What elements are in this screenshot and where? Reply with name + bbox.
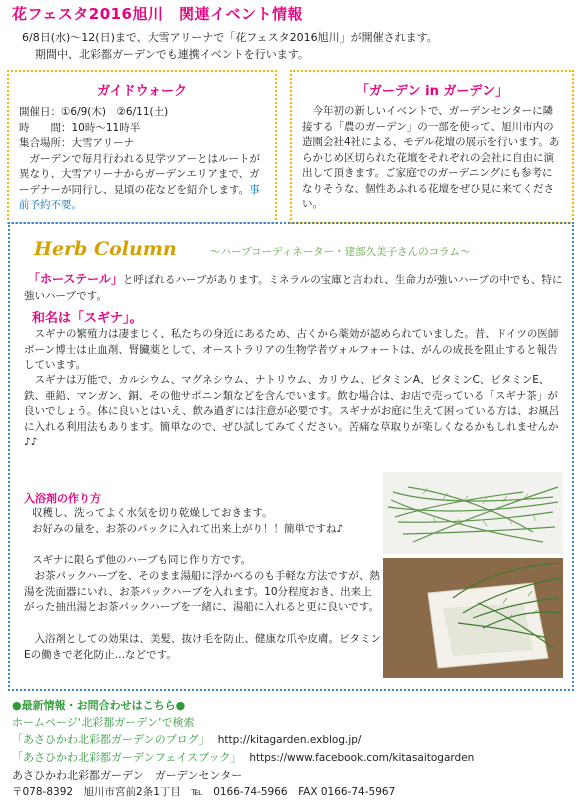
herb-column-logo: Herb Column: [34, 238, 177, 260]
guide-time: [19, 121, 265, 137]
time-label: 時 間: [19, 121, 61, 134]
footer-address: 〒078-8392 旭川市宮前2条1丁目 ℡ 0166-74-5966 FAX 0166-74-5967: [12, 786, 396, 798]
herb-lead: [24, 272, 564, 304]
herb-para-2: スギナは万能で、カルシウム、マグネシウム、ナトリウム、カリウム、ビタミンA、ビタミンC、ビタミンE、鉄、亜鉛、マンガン、銅、その他サポニン類などを含んでいます。飲む場合は、お店で売っている「スギナ茶」が良いでしょう。体に良いとはいえ、飲み過ぎには注意が必要です。スギナがお庭に生えて困っている方は、お風呂に入れる利用法もあります。簡単なので、ぜひ試してみてください。苦痛な草取りが楽しくなるかもしれませんか♪♪: [24, 374, 560, 448]
garden-in-garden-box: [290, 70, 574, 224]
tea-bag-image: [383, 558, 563, 678]
japanese-name: 和名は「スギナ」。: [32, 311, 143, 326]
guide-place: [19, 136, 265, 152]
place-value: ：大雪アリーナ: [61, 137, 135, 149]
bath-title: 入浴剤の作り方: [24, 492, 101, 505]
facebook-link[interactable]: https://www.facebook.com/kitasaitogarden: [249, 752, 475, 764]
place-label: 集合場所: [19, 137, 61, 149]
footer-blog: [12, 731, 474, 749]
bath-step-3: スギナに限らず他のハーブも同じ作り方です。: [32, 554, 252, 566]
herb-column-box: [8, 222, 574, 691]
guide-desc: [19, 152, 265, 214]
horsetail-name: 「ホーステール」: [28, 272, 123, 286]
guide-note: 事前予約不要。: [19, 183, 260, 211]
guide-walk-box: [7, 70, 277, 224]
horsetail-photo: [383, 472, 563, 554]
intro-line-2: 期間中、北彩都ガーデンでも連携イベントを行います。: [35, 48, 309, 61]
dates-value: ：①6/9(木) ②6/11(土): [50, 106, 169, 118]
garden-in-garden-title: 「ガーデン in ガーデン」: [355, 84, 509, 99]
guide-dates: [19, 105, 265, 121]
dates-label: 開催日: [19, 106, 51, 118]
herb-column-subtitle: ～ハーブコーディネーター・建部久美子さんのコラム～: [210, 246, 471, 258]
bath-step-1: 収穫し、洗ってよく水気を切り乾燥しておきます。: [32, 507, 273, 519]
time-value: ：10時～11時半: [61, 121, 141, 134]
footer-homepage[interactable]: ホームページ‘北彩都ガーデン’で検索: [12, 716, 195, 729]
footer-heading: ●最新情報・お問合わせはこちら●: [12, 699, 186, 712]
guide-desc-text: ガーデンで毎月行われる見学ツアーとはルートが異なり、大雪アリーナからガーデンエリアまで、ガーデナーが同行し、見頃の花などを紹介します。: [19, 152, 260, 196]
herb-lead-text: と呼ばれるハーブがあります。ミネラルの宝庫と言われ、生命力が強いハーブの中でも、特に強いハーブです。: [24, 274, 563, 302]
bath-step-4: お茶パックハーブを、そのまま湯船に浮かべるのも手軽な方法ですが、熱湯を洗面器にいれ、お茶パックハーブを入れます。10分程度おき、出来上がった抽出湯とお茶パックハーブを一緒に、湯船に入れると更に良いです。: [24, 570, 380, 613]
bath-step-2: お好みの量を、お茶のパックに入れて出来上がり！！簡単ですね♪: [32, 523, 344, 535]
facebook-label: 「あさひかわ北彩都ガーデンフェイスブック」: [12, 751, 242, 764]
blog-label: 「あさひかわ北彩都ガーデンのブログ」: [12, 733, 210, 746]
bath-effects: 入浴剤としての効果は、美髪、抜け毛を防止、健康な爪や皮膚。ビタミンEの働きで老化防止…などです。: [24, 633, 381, 661]
garden-in-garden-desc: 今年初の新しいイベントで、ガーデンセンターに隣接する「農のガーデン」の一部を使って、旭川市内の造園会社4社による、モデル花壇の展示を行います。あらかじめ区切られた花壇をそれぞれの会社に自由に演出して頂きます。ご家庭でのガーデニングにも参考になりそうな、個性あふれる花壇をぜひ見に来てください。: [302, 105, 560, 210]
footer-org: あさひかわ北彩都ガーデン ガーデンセンター: [12, 769, 243, 782]
intro-line-1: 6/8日(水)～12(日)まで、大雪アリーナで「花フェスタ2016旭川」が開催されます。: [22, 31, 438, 44]
guide-walk-title: ガイドウォーク: [96, 84, 188, 99]
horsetail-image: [383, 472, 563, 554]
page-title: 花フェスタ2016旭川 関連イベント情報: [12, 5, 303, 23]
herb-para-1: スギナの繁殖力は凄まじく、私たちの身近にあるため、古くから薬効が認められていました。昔、ドイツの医師ボーン博士は止血剤、腎臓薬として、オーストラリアの生物学者ヴォルフォートは、がんの成長を阻止すると報告しています。: [24, 328, 559, 371]
footer-facebook: [12, 749, 474, 767]
blog-link[interactable]: http://kitagarden.exblog.jp/: [217, 734, 362, 746]
tea-bag-photo: [383, 558, 563, 678]
